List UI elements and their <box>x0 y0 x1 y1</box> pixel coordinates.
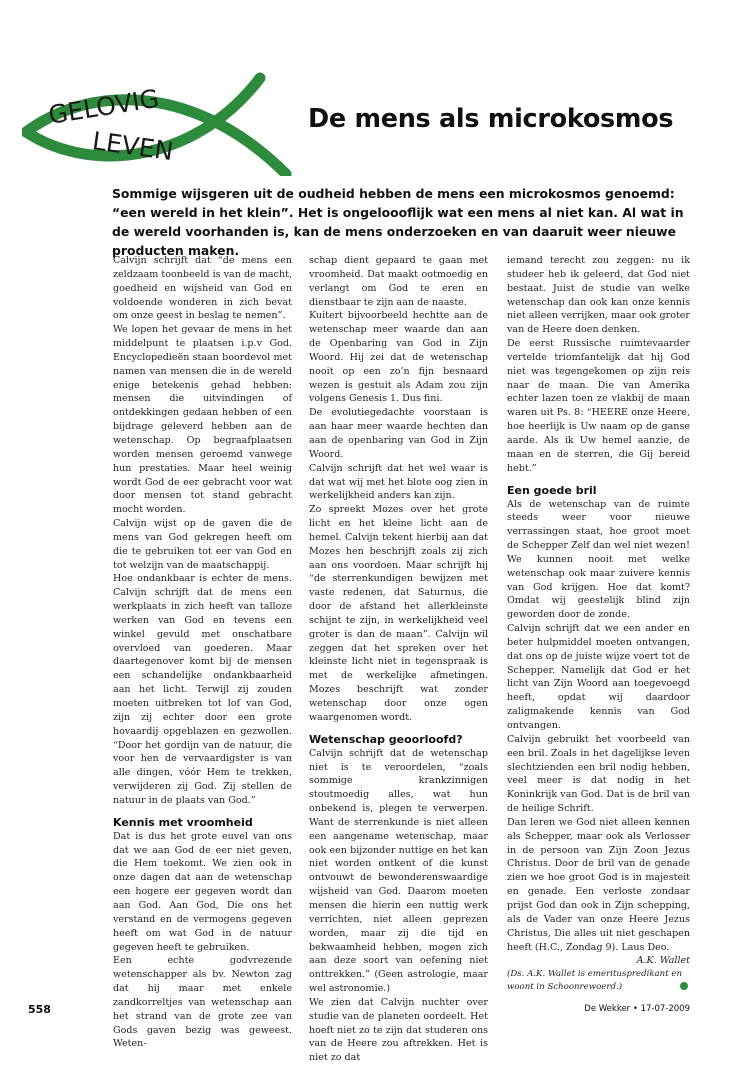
paragraph: Calvijn schrijft dat we een ander en beter hulpmiddel moeten ontvangen, dat ons op de juiste wijze voert tot de Schepper. Namelijk dat God er het licht van Zijn Woord aan toegevoegd heeft, opdat wij daardoor zaligmakende kennis van God ontvangen. <box>507 623 690 731</box>
paragraph: De eerst Russische ruimtevaarder vertelde triomfantelijk dat hij God niet was tegengekomen op zijn reis naar de maan. Die van Amerika echter lazen toen ze vlakbij de maan waren uit Ps. 8: “HEERE onze Heere, hoe heerlijk is Uw naam op de ganse aarde. Als ik Uw hemel aanzie, de maan en de sterren, die Gij bereid hebt.” <box>507 338 690 474</box>
paragraph: We lopen het gevaar de mens in het middelpunt te plaatsen i.p.v God. Encyclopedieën staan boordevol met namen van mensen die in de wereld enige betekenis gehad hebben: mensen die uitvindingen of ontdekkingen gedaan hebben of een bijdrage geleverd hebben aan de wetenschap. Op begraafplaatsen worden mensen geroemd vanwege hun prestaties. Maar heel weinig wordt God de eer gebracht voor wat door mensen tot stand gebracht mocht worden. <box>113 324 292 516</box>
column-2 <box>309 254 488 1065</box>
lead-paragraph: Sommige wijsgeren uit de oudheid hebben de mens een microkosmos genoemd: “een wereld in het klein”. Het is ongeloooflijk wat een mens al niet kan. Al wat in de wereld voorhanden is, kan de mens onderzoeken en van daaruit weer nieuwe producten maken. <box>112 186 684 258</box>
page-title: De mens als microkosmos <box>308 104 674 134</box>
publication-footer: De Wekker • 17-07-2009 <box>584 1004 690 1014</box>
paragraph: Dan leren we God niet alleen kennen als Schepper, maar ook als Verlosser in de persoon van Zijn Zoon Jezus Christus. Door de bril van de genade zien we hoe groot God is in majesteit en genade. Een verloste zondaar prijst God dan ook in Zijn schepping, als de Vader van onze Heere Jezus Christus, Die alles uit niet geschapen heeft (H.C., Zondag 9). Laus Deo. <box>507 816 690 953</box>
paragraph: schap dient gepaard te gaan met vroomheid. Dat maakt ootmoedig en verlangt om God te eren en dienstbaar te zijn aan de naaste. <box>309 255 488 308</box>
gelovig-leven-fish-logo <box>22 72 294 176</box>
paragraph: Een echte godvrezende wetenschapper als bv. Newton zag dat hij maar met enkele zandkorreltjes van wetenschap aan het strand van de grote zee van Gods gaven bezig was geweest. Weten- <box>113 955 292 1050</box>
logo-text-gelovig: GELOVIG <box>46 83 161 130</box>
paragraph: We kunnen nooit met welke wetenschap ook maar zuivere kennis van God krijgen. Hoe dat komt? Omdat wij geestelijk blind zijn geworden door de zonde. <box>507 553 690 621</box>
author-note: (Ds. A.K. Wallet is emerituspredikant en woont in Schoonrewoerd.) <box>507 969 682 993</box>
paragraph: iemand terecht zou zeggen: nu ik studeer heb ik geleerd, dat God niet bestaat. Juist de studie van welke wetenschap dan ook kan onze kennis niet alleen verrijken, maar ook groter van de Heere doen denken. <box>507 255 690 336</box>
section-heading-wetenschap: Wetenschap geoorloofd? <box>309 732 463 746</box>
page-number: 558 <box>28 1003 51 1016</box>
author-signature: A.K. Wallet <box>636 955 690 967</box>
column-3 <box>507 254 690 994</box>
paragraph: We zien dat Calvijn nuchter over studie van de planeten oordeelt. Het hoeft niet zo te zijn dat studeren ons van de Heere zou aftrekken. Het is niet zo dat <box>309 996 488 1064</box>
paragraph: Als de wetenschap van de ruimte steeds weer voor nieuwe verrassingen staat, hoe groot moet de Schepper Zelf dan wel niet wezen! <box>507 498 690 552</box>
section-heading-kennis: Kennis met vroomheid <box>113 815 253 829</box>
section-heading-bril: Een goede bril <box>507 483 597 497</box>
paragraph: Kuitert bijvoorbeeld hechtte aan de wetenschap meer waarde dan aan de Openbaring van God in Zijn Woord. Hij zei dat de wetenschap nooit op een zo’n fijn besnaard wezen is gestuit als Adam zou zijn volgens Genesis 1. Dus fini. <box>309 310 488 405</box>
logo-text-leven: LEVEN <box>90 126 176 167</box>
column-1 <box>113 254 292 1051</box>
paragraph: Dat is dus het grote euvel van ons dat we aan God de eer niet geven, die Hem toekomt. We zien ook in onze dagen dat aan de wetenschap een hogere eer gegeven wordt dan aan God. Aan God, Die ons het verstand en de vermogens gegeven heeft om wat God in de natuur gegeven heeft te gebruiken. <box>113 830 292 953</box>
paragraph: Calvijn schrijft dat het wel waar is dat wat wij met het blote oog zien in werkelijkheid anders kan zijn. <box>309 462 488 502</box>
paragraph: De evolutiegedachte voorstaan is aan haar meer waarde hechten dan aan de openbaring van God in Zijn Woord. <box>309 407 488 460</box>
paragraph: Calvijn schrijft dat “de mens een zeldzaam toonbeeld is van de macht, goedheid en wijsheid van God en voldoende wonderen in zich bevat om onze geest in beslag te nemen”. <box>113 255 292 322</box>
paragraph: Calvijn wijst op de gaven die de mens van God gekregen heeft om die te gebruiken tot eer van God en tot welzijn van de maatschappij. <box>113 518 292 571</box>
paragraph: Zo spreekt Mozes over het grote licht en het kleine licht aan de hemel. Calvijn tekent hierbij aan dat Mozes hen beschrijft zoals zij zich aan ons voordoen. Maar schrijft hij “de sterrenkundigen bewijzen met vaste redenen, dat Saturnus, die door de afstand het allerkleinste schijnt te zijn, in werkelijkheid veel groter is dan de maan”. Calvijn wil zeggen dat het spreken over het kleinste licht niet in tegenspraak is met de werkelijke afmetingen. Mozes beschrijft wat zonder wetenschap door onze ogen waargenomen wordt. <box>309 504 488 723</box>
paragraph: Calvijn schrijft dat de wetenschap niet is te veroordelen, “zoals sommige krankzinnigen stoutmoedig alles, wat hun onbekend is, plegen te verwerpen. Want de sterrenkunde is niet alleen een aangename wetenschap, maar ook een bijzonder nuttige en het kan niet worden ontkent of die kunst ontvouwt de bewonderenswaardige wijsheid van God. Daarom moeten mensen die hierin een nuttig werk verrichten, niet alleen geprezen worden, maar zij die tijd en bekwaamheid hebben, mogen zich aan deze soort van oefening niet onttrekken.” (Geen astrologie, maar wel astronomie.) <box>309 747 488 995</box>
paragraph: Calvijn gebruikt het voorbeeld van een bril. Zoals in het dagelijkse leven slechtzienden een bril nodig hebben, veel meer is dat nodig in het Koninkrijk van God. Dat is de bril van de heilige Schrift. <box>507 733 690 815</box>
paragraph: Hoe ondankbaar is echter de mens. Calvijn schrijft dat de mens een werkplaats in zich heeft van talloze werken van God en tevens een winkel gevuld met onschatbare overvloed van goederen. Maar daartegenover komt bij de mensen een schandelijke ondankbaarheid aan het licht. Terwijl zij zouden moeten uitbreken tot lof van God, zijn zij echter door een grote hovaardij opgeblazen en gezwollen. “Door het gordijn van de natuur, die voor hen de vervaardigster is van alle dingen, vóór Hem te trekken, verwijderen zij God. Zij stellen de natuur in de plaats van God.” <box>113 573 292 806</box>
